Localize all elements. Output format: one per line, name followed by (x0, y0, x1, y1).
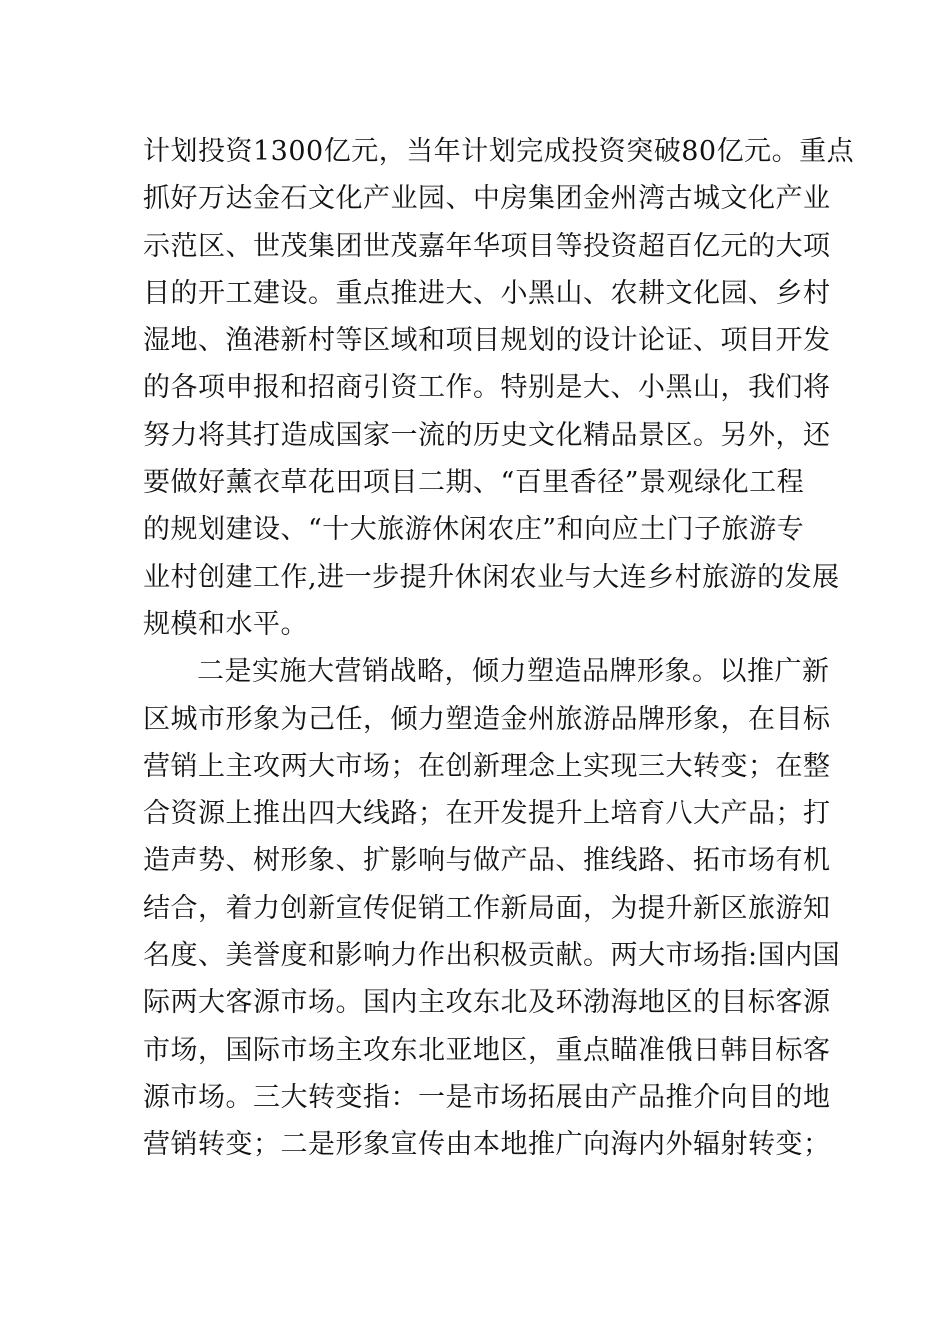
text-line: 努力将其打造成国家一流的历史文化精品景区。另外，还 (143, 419, 831, 451)
text-line: 抓好万达金石文化产业园、中房集团金州湾古城文化产业 (143, 183, 831, 215)
body-text (143, 128, 855, 1169)
text-line: 区城市形象为己任，倾力塑造金州旅游品牌形象，在目标 (143, 703, 831, 735)
text-line: 营销上主攻两大市场；在创新理念上实现三大转变；在整 (143, 750, 831, 782)
text-line: 示范区、世茂集团世茂嘉年华项目等投资超百亿元的大项 (143, 230, 831, 262)
text-line: 合资源上推出四大线路；在开发提升上培育八大产品；打 (143, 798, 831, 830)
text-line: 要做好薰衣草花田项目二期、“百里香径”景观绿化工程 (143, 467, 805, 499)
text-line: 际两大客源市场。国内主攻东北及环渤海地区的目标客源 (143, 987, 831, 1019)
text-line: 名度、美誉度和影响力作出积极贡献。两大市场指:国内国 (143, 940, 841, 972)
text-line: 源市场。三大转变指：一是市场拓展由产品推介向目的地 (143, 1081, 831, 1113)
text-line: 计划投资1300亿元，当年计划完成投资突破80亿元。重点 (143, 136, 855, 167)
text-line: 结合，着力创新宣传促销工作新局面，为提升新区旅游知 (143, 892, 831, 924)
text-line: 规模和水平。 (143, 608, 308, 640)
text-line: 湿地、渔港新村等区域和项目规划的设计论证、项目开发 (143, 325, 831, 357)
text-line: 营销转变；二是形象宣传由本地推广向海内外辐射转变； (143, 1129, 831, 1161)
paragraph-start-line: 二是实施大营销战略，倾力塑造品牌形象。以推广新 (197, 656, 830, 688)
text-line: 业村创建工作,进一步提升休闲农业与大连乡村旅游的发展 (143, 561, 840, 593)
text-line: 市场，国际市场主攻东北亚地区，重点瞄准俄日韩目标客 (143, 1034, 831, 1066)
text-line: 的各项申报和招商引资工作。特别是大、小黑山，我们将 (143, 372, 831, 404)
text-line: 的规划建设、“十大旅游休闲农庄”和向应土门子旅游专 (143, 514, 805, 546)
text-line: 目的开工建设。重点推进大、小黑山、农耕文化园、乡村 (143, 277, 831, 309)
text-line: 造声势、树形象、扩影响与做产品、推线路、拓市场有机 (143, 845, 831, 877)
